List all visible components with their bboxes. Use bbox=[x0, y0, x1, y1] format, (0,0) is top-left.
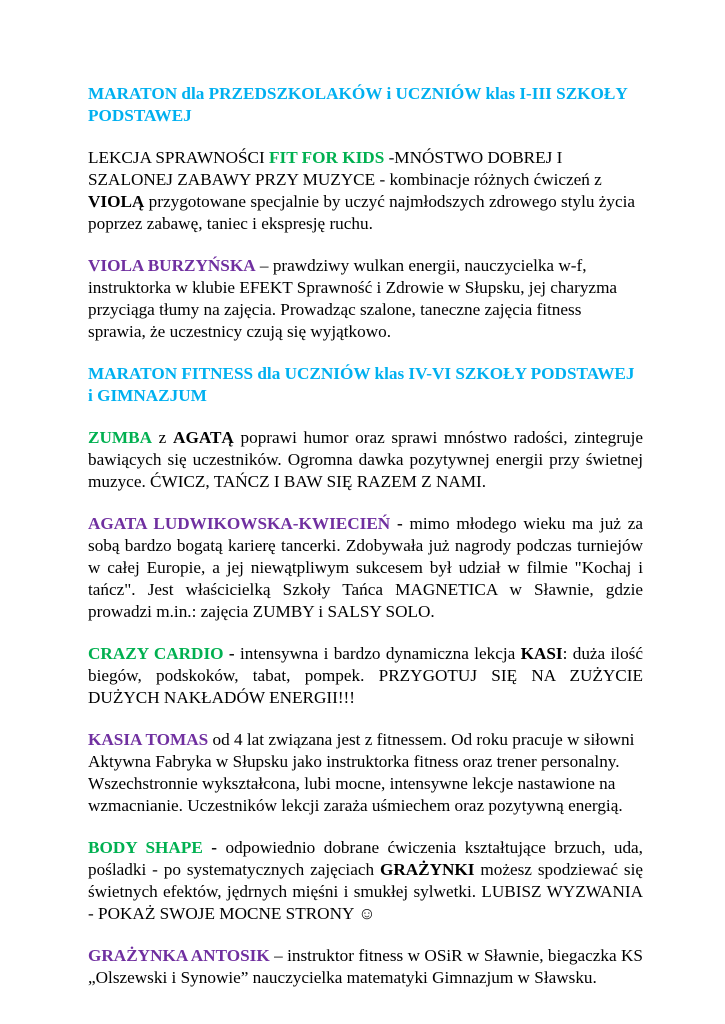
text: - bbox=[202, 838, 218, 857]
text: – instruktor fitness w OSiR w Sławnie, biegaczka KS „Olszewski i Synowie” nauczycielka matematyki Gimnazjum w Sławsku. bbox=[88, 946, 643, 987]
instructor-name-grazynka: GRAŻYNKA ANTOSIK bbox=[88, 946, 270, 965]
program-name-fit-for-kids: FIT FOR KIDS bbox=[269, 148, 385, 167]
text: od 4 lat związana jest z fitnessem. Od roku pracuje w siłowni Aktywna Fabryka w Słupsku jako instruktorka fitness oraz trener personalny. Wszechstronnie wykształcona, lubi mocne, intensywne lekcje nastawione na wzmacnianie. Uczestników lekcji zaraża uśmiechem oraz pozytywną energią. bbox=[88, 730, 635, 815]
instructor-name-kasia: KASIA TOMAS bbox=[88, 730, 209, 749]
section-heading-school: MARATON FITNESS dla UCZNIÓW klas IV-VI SZKOŁY PODSTAWEJ i GIMNAZJUM bbox=[88, 364, 635, 405]
program-name-crazy-cardio: CRAZY CARDIO bbox=[88, 644, 224, 663]
instructor-name-viola: VIOLA BURZYŃSKA bbox=[88, 256, 256, 275]
paragraph-kasia-bio bbox=[88, 729, 643, 817]
text: odpowiednio dobrane ćwiczenia kształtujące brzuch, uda, pośladki - po systematycznych zajęciach bbox=[88, 838, 643, 879]
paragraph-crazy-cardio bbox=[88, 643, 643, 709]
text: przygotowane specjalnie by uczyć najmłodszych zdrowego stylu życia poprzez zabawę, taniec i ekspresję ruchu. bbox=[88, 192, 635, 233]
text: – prawdziwy wulkan energii, nauczycielka w-f, instruktorka w klubie EFEKT Sprawność i Zdrowie w Słupsku, jej charyzma przyciąga tłumy na zajęcia. Prowadząc szalone, taneczne zajęcia fitness sprawia, że uczestnicy czują się wyjątkowo. bbox=[88, 256, 618, 341]
paragraph-grazynka-bio bbox=[88, 945, 643, 989]
text: LEKCJA SPRAWNOŚCI bbox=[88, 148, 270, 167]
text: intensywna i bardzo dynamiczna lekcja bbox=[234, 644, 521, 663]
text: -MNÓSTWO DOBREJ I SZALONEJ ZABAWY PRZY MUZYCE - kombinacje różnych ćwiczeń z bbox=[88, 148, 602, 189]
text: z bbox=[151, 428, 174, 447]
paragraph-zumba bbox=[88, 427, 643, 493]
program-name-zumba: ZUMBA bbox=[88, 428, 152, 447]
text: mimo młodego wieku ma już za sobą bardzo bogatą karierę tancerki. Zdobywała już nagrody podczas turniejów w całej Europie, a jej niewątpliwym sukcesem był udział w filmie "Kochaj i tańcz". Jest właścicielką Szkoły Tańca MAGNETICA w Sławnie, gdzie prowadzi m.in.: zajęcia ZUMBY i SALSY SOLO. bbox=[88, 514, 643, 621]
program-name-body-shape: BODY SHAPE bbox=[88, 838, 203, 857]
section-heading-preschool: MARATON dla PRZEDSZKOLAKÓW i UCZNIÓW klas I-III SZKOŁY PODSTAWEJ bbox=[88, 84, 628, 125]
instructor-ref-grazynka: GRAŻYNKI bbox=[379, 860, 475, 879]
text: poprawi humor oraz sprawi mnóstwo radości, zintegruje bawiących się uczestników. Ogromna dawka pozytywnej energii przy świetnej muzyce. ĆWICZ, TAŃCZ I BAW SIĘ RAZEM Z NAMI. bbox=[88, 428, 644, 491]
text: : duża ilość biegów, podskoków, tabat, pompek. PRZYGOTUJ SIĘ NA ZUŻYCIE DUŻYCH NAKŁADÓW ENERGII!!! bbox=[88, 644, 643, 707]
paragraph-body-shape bbox=[88, 837, 643, 925]
paragraph-agata-bio bbox=[88, 513, 643, 623]
paragraph-viola-bio bbox=[88, 255, 643, 343]
instructor-name-agata: AGATA LUDWIKOWSKA-KWIECIEŃ bbox=[88, 514, 391, 533]
text: - bbox=[223, 644, 235, 663]
paragraph-fit-for-kids bbox=[88, 147, 643, 235]
text: możesz spodziewać się świetnych efektów, jędrnych mięśni i smukłej sylwetki. LUBISZ WYZWANIA - POKAŻ SWOJE MOCNE STRONY ☺ bbox=[88, 860, 643, 923]
text: - bbox=[390, 514, 403, 533]
instructor-ref-kasi: KASI bbox=[520, 644, 563, 663]
instructor-ref-agata: AGATĄ bbox=[173, 428, 234, 447]
instructor-ref-viola: VIOLĄ bbox=[88, 192, 145, 211]
